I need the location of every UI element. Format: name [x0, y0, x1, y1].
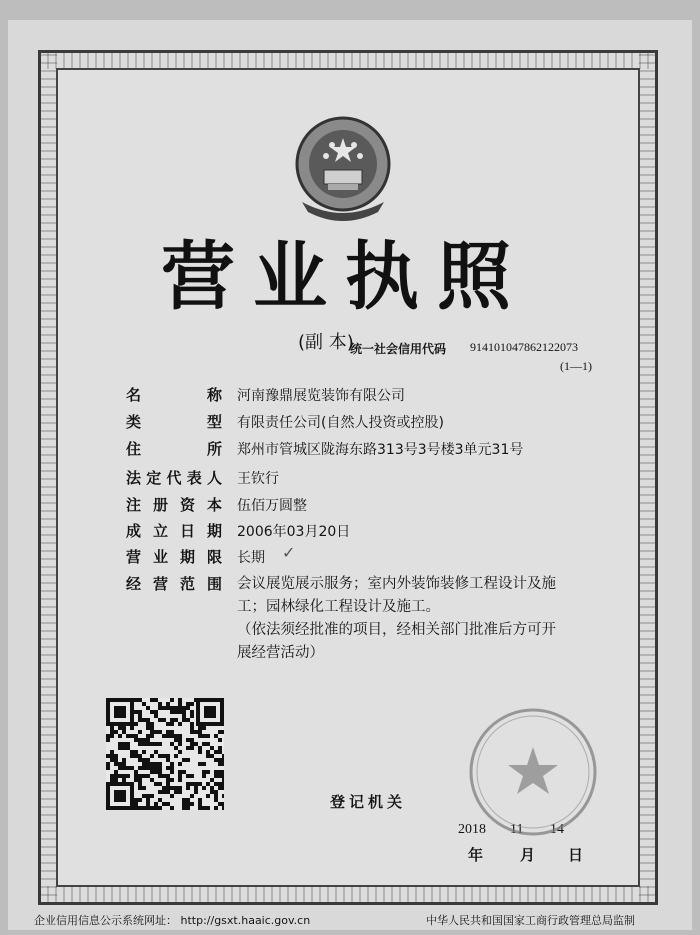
- scope-line: 展经营活动）: [237, 645, 324, 661]
- registration-year: 2018: [458, 822, 486, 837]
- field-label: 名 称: [126, 386, 222, 404]
- field-label: 住 所: [126, 440, 222, 458]
- national-emblem-icon: [282, 112, 404, 222]
- document-title: 营业执照: [161, 234, 529, 320]
- copy-type-subtitle: (副 本): [298, 332, 354, 353]
- scope-line: （依法须经批准的项目，经相关部门批准后方可开: [237, 622, 556, 638]
- footer-issuer: 中华人民共和国国家工商行政管理总局监制: [426, 914, 635, 927]
- field-value: 河南豫鼎展览装饰有限公司: [237, 388, 405, 404]
- field-value: 伍佰万圆整: [237, 498, 307, 514]
- field-value: 长期: [237, 550, 265, 566]
- year-unit: 年: [468, 846, 484, 864]
- field-value: 有限责任公司(自然人投资或控股): [237, 415, 444, 431]
- field-value: 王钦行: [237, 471, 279, 487]
- field-label: 类 型: [126, 413, 222, 431]
- day-unit: 日: [568, 846, 584, 864]
- registration-authority-label: 登记机关: [330, 793, 407, 811]
- credit-code-label: 统一社会信用代码: [350, 342, 447, 356]
- business-scope: [237, 573, 607, 665]
- scope-line: 会议展览展示服务；室内外装饰装修工程设计及施: [237, 576, 556, 592]
- qr-code-icon[interactable]: [106, 698, 224, 810]
- registration-month: 11: [510, 822, 524, 837]
- scope-line: 工；园林绿化工程设计及施工。: [237, 599, 440, 615]
- month-unit: 月: [520, 846, 536, 864]
- field-label: 营 业 期 限: [126, 548, 222, 566]
- field-value: 2006年03月20日: [237, 524, 351, 540]
- registration-day: 14: [550, 822, 564, 837]
- credit-code-value: 914101047862122073: [470, 340, 578, 354]
- check-mark-icon: ✓: [282, 543, 296, 562]
- field-value: 郑州市管城区陇海东路313号3号楼3单元31号: [237, 442, 524, 458]
- field-label: 经 营 范 围: [126, 575, 222, 593]
- field-label: 法 定 代 表 人: [126, 469, 222, 487]
- field-label: 注 册 资 本: [126, 496, 222, 514]
- copy-number: (1—1): [560, 359, 592, 373]
- official-seal-icon: [466, 705, 600, 839]
- field-label: 成 立 日 期: [126, 522, 222, 540]
- footer-website: 企业信用信息公示系统网址： http://gsxt.haaic.gov.cn: [34, 914, 311, 927]
